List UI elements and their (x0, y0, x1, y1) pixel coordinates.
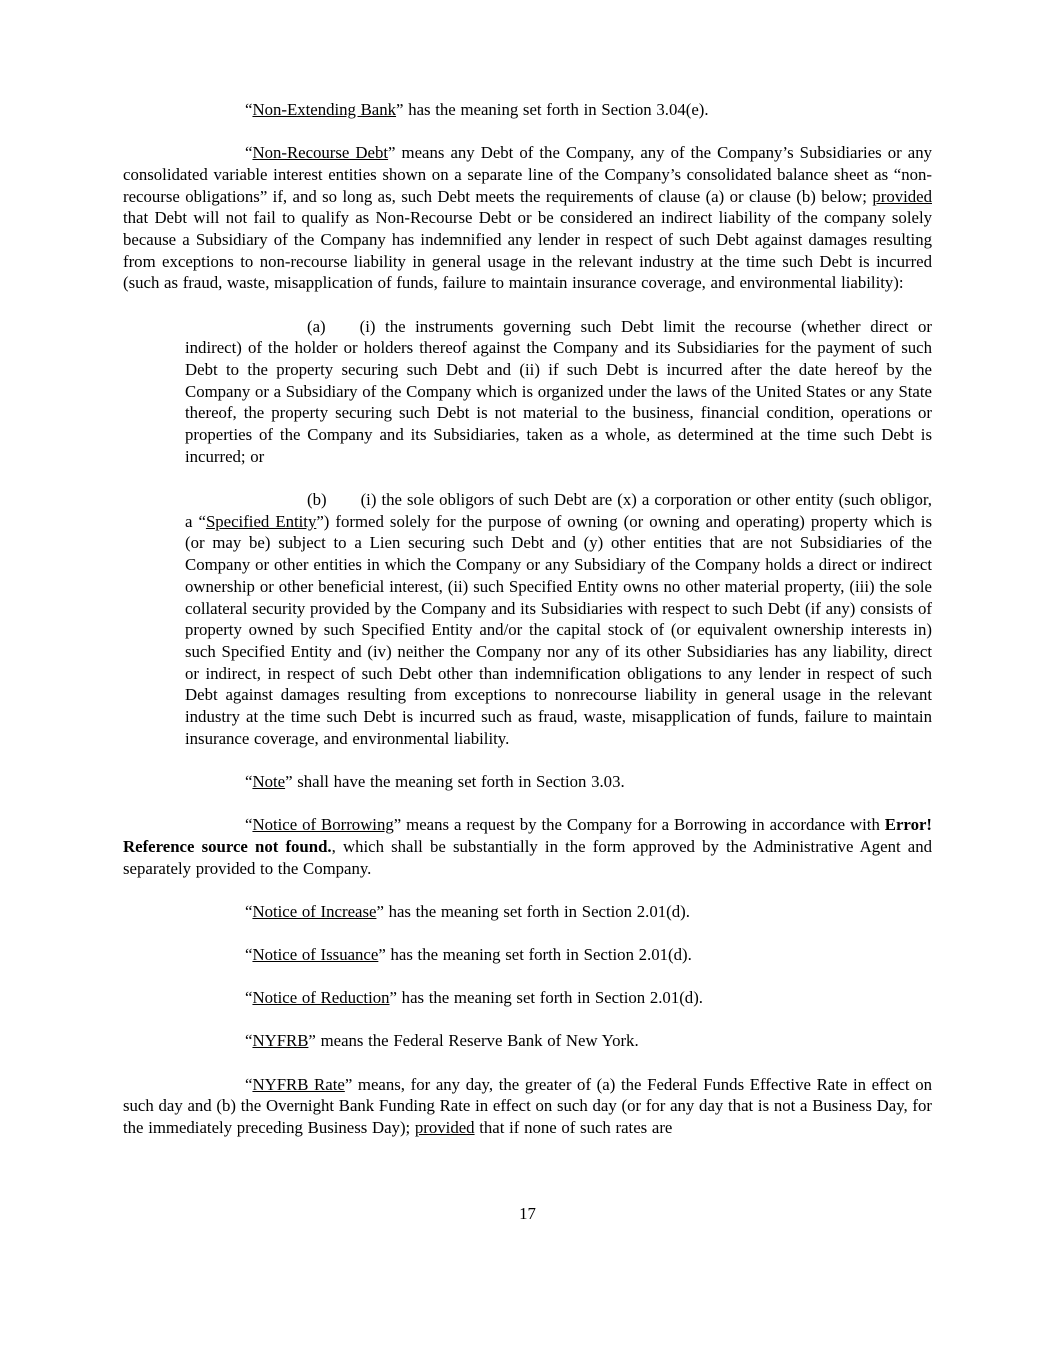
body-text: ”) formed solely for the purpose of owning (or owning and operating) property which is (or may be) subject to a Lien securing such Debt and (y) other entities that are not Subsidiaries of the Company or other entities in which the Company or any Subsidiary of the Company holds a direct or indirect ownership or other beneficial interest, (ii) such Specified Entity owns no other material property, (iii) the sole collateral security provided by the Company and its Subsidiaries with respect to such Debt (if any) consists of property owned by such Specified Entity and/or the capital stock of (or equivalent ownership interests in) such Specified Entity and (iv) neither the Company nor any of its other Subsidiaries has any liability, direct or indirect, in respect of such Debt other than indemnification obligations to any lender in respect of such Debt against damages resulting from exceptions to nonrecourse liability in general usage in the relevant industry at the time such Debt is incurred such as fraud, waste, misapplication of funds, failure to maintain insurance coverage, and environmental liability. (185, 511, 932, 748)
defined-term: NYFRB Rate (252, 1074, 345, 1094)
page-number: 17 (519, 1204, 536, 1223)
body-text: that Debt will not fail to qualify as Non-Recourse Debt or be considered an indirect liability of the company solely because a Subsidiary of the Company has indemnified any lender in respect of such Debt against damages resulting from exceptions to non-recourse liability in general usage in the relevant industry at the time such Debt is incurred (such as fraud, waste, misapplication of funds, failure to maintain insurance coverage, and environmental liability): (123, 208, 932, 293)
body-text: that if none of such rates are (474, 1118, 673, 1138)
body-text: “ (245, 771, 253, 791)
body-text: ” shall have the meaning set forth in Section 3.03. (285, 771, 625, 791)
body-text: ” has the meaning set forth in Section 3.04(e). (396, 100, 709, 119)
definition-non-recourse-debt (123, 142, 932, 294)
body-text: “ (245, 1074, 253, 1094)
body-text: “ (245, 945, 253, 964)
body-text: “ (245, 901, 253, 921)
defined-term: Non-Recourse Debt (252, 143, 389, 163)
body-text: (i) the instruments governing such Debt limit the recourse (whether direct or indirect) of the holder or holders thereof against the Company and its Subsidiaries for the payment of such Debt to the property securing such Debt and (ii) if such Debt is incurred after the date hereof by the Company or a Subsidiary of the Company which is organized under the laws of the United States or any State thereof, the property securing such Debt is not material to the business, financial condition, operations or properties of the Company and its Subsidiaries, taken as a whole, as determined at the time such Debt is incurred; or (185, 316, 932, 466)
defined-term: provided (414, 1118, 475, 1138)
defined-term: provided (872, 186, 932, 206)
defined-term: NYFRB (252, 1031, 309, 1051)
clause-b (185, 489, 932, 749)
definition-notice-of-reduction (123, 987, 932, 1009)
definition-non-extending-bank (123, 99, 932, 121)
body-text: ” means, for any day, the greater of (a) the Federal Funds Effective Rate in effect on such day and (b) the Overnight Bank Funding Rate in effect on such day (or for any day that is not a Business Day, for the immediately preceding Business Day); (123, 1074, 932, 1138)
definition-nyfrb-rate (123, 1074, 932, 1139)
body-text: “ (245, 100, 253, 119)
body-text: ” has the meaning set forth in Section 2.01(d). (378, 945, 692, 964)
body-text: “ (245, 143, 253, 163)
defined-term: Notice of Reduction (252, 988, 390, 1008)
body-text: “ (245, 1031, 253, 1051)
defined-term: Notice of Issuance (252, 945, 379, 964)
clause-a (185, 316, 932, 468)
body-text: (i) the sole obligors of such Debt are (x) a corporation or other entity (such obligor, a “ (185, 490, 932, 531)
definition-notice-of-issuance (123, 944, 932, 966)
body-text: ” means the Federal Reserve Bank of New York. (308, 1031, 639, 1051)
defined-term: Non-Extending Bank (252, 100, 397, 119)
body-text: ” has the meaning set forth in Section 2.01(d). (376, 901, 690, 921)
error-reference-text: Error! Reference source not found. (123, 815, 932, 856)
definition-nyfrb (123, 1030, 932, 1052)
body-text: (a) (307, 316, 326, 336)
defined-term: Notice of Increase (252, 901, 377, 921)
body-text: ” means any Debt of the Company, any of the Company’s Subsidiaries or any consolidated variable interest entities shown on a separate line of the Company’s consolidated balance sheet as “non-recourse obligations” if, and so long as, such Debt meets the requirements of clause (a) or clause (b) below; (123, 143, 932, 206)
defined-term: Note (252, 771, 286, 791)
body-text: “ (245, 988, 253, 1008)
body-text: “ (245, 815, 253, 835)
document-content (123, 99, 932, 1160)
definition-notice-of-borrowing (123, 814, 932, 879)
definition-note (123, 771, 932, 793)
body-text: ” means a request by the Company for a Borrowing in accordance with (393, 815, 885, 835)
body-text: ” has the meaning set forth in Section 2.01(d). (389, 988, 703, 1008)
body-text: , which shall be substantially in the form approved by the Administrative Agent and separately provided to the Company. (123, 836, 932, 878)
body-text: (b) (307, 490, 327, 510)
definition-notice-of-increase (123, 901, 932, 923)
defined-term: Notice of Borrowing (252, 815, 394, 835)
defined-term: Specified Entity (205, 511, 317, 531)
